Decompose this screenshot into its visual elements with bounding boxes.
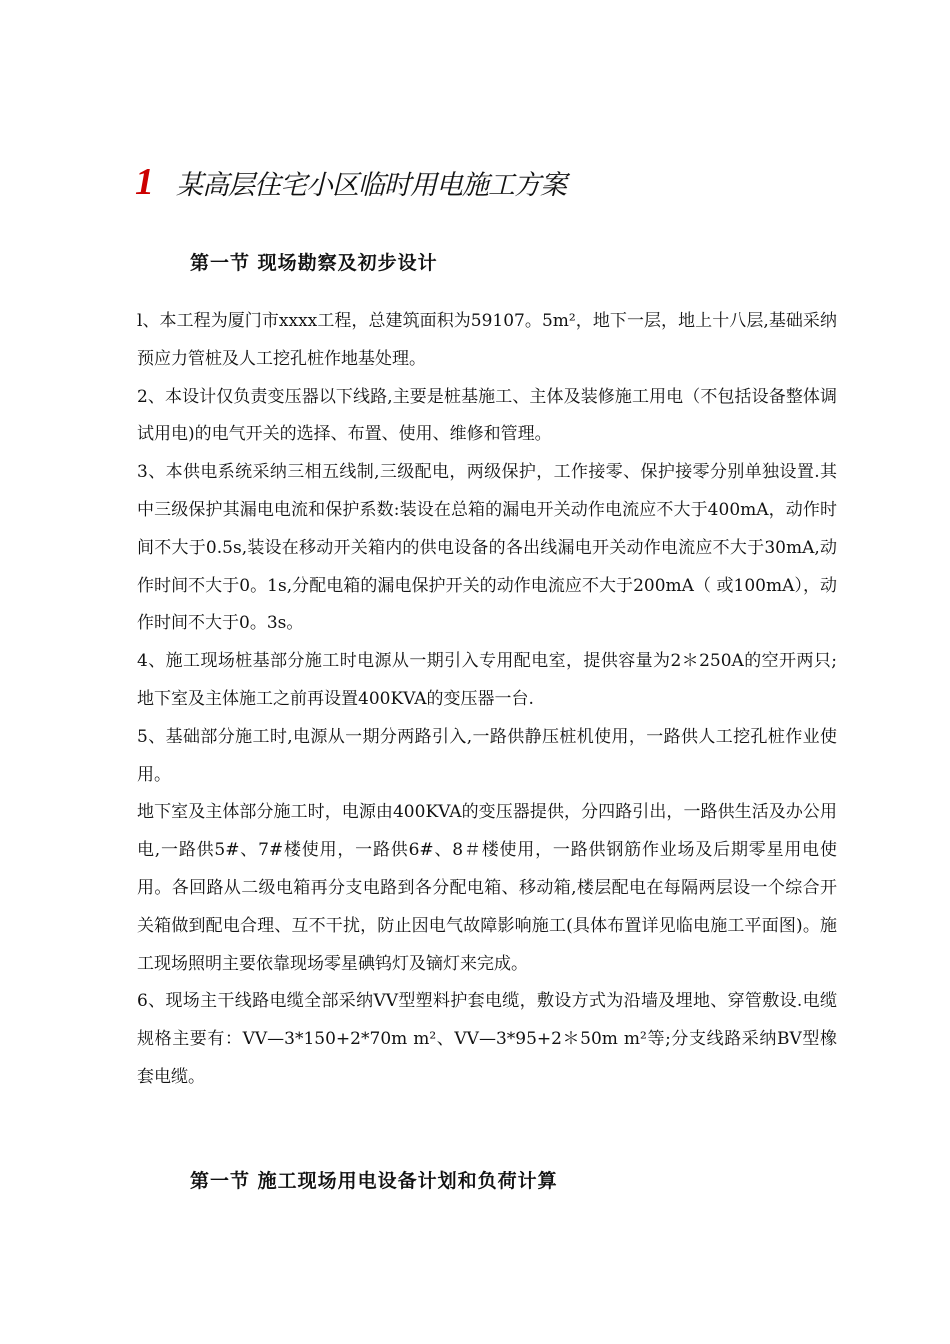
body-text [137, 303, 837, 1097]
title-text: 某高层住宅小区临时用电施工方案 [176, 169, 566, 201]
paragraph-6: 地下室及主体部分施工时，电源由400KVA的变压器提供，分四路引出，一路供生活及办公用电,一路供5#、7#楼使用，一路供6#、8＃楼使用，一路供钢筋作业场及后期零星用电使用。各回路从二级电箱再分支电路到各分配电箱、移动箱,楼层配电在每隔两层设一个综合开关箱做到配电合理、互不干扰，防止因电气故障影响施工(具体布置详见临电施工平面图)。施工现场照明主要依靠现场零星碘钨灯及镝灯来完成。 [137, 802, 837, 974]
title-number: 1 [135, 161, 154, 203]
paragraph-2: 2、本设计仅负责变压器以下线路,主要是桩基施工、主体及装修施工用电（不包括设备整体调试用电)的电气开关的选择、布置、使用、维修和管理。 [137, 386, 837, 445]
section-heading-1: 第一节 现场勘察及初步设计 [190, 252, 438, 274]
paragraph-7: 6、现场主干线路电缆全部采纳VV型塑料护套电缆，敷设方式为沿墙及埋地、穿管敷设.电缆规格主要有：VV—3*150+2*70m m²、VV—3*95+2＊50m m²等;分支线路采纳BV型橡套电缆。 [137, 991, 837, 1087]
paragraph-3: 3、本供电系统采纳三相五线制,三级配电，两级保护，工作接零、保护接零分别单独设置.其中三级保护其漏电电流和保护系数:装设在总箱的漏电开关动作电流应不大于400mA，动作时间不大于0.5s,装设在移动开关箱内的供电设备的各出线漏电开关动作电流应不大于30mA,动作时间不大于0。1s,分配电箱的漏电保护开关的动作电流应不大于200mA（ 或100mA），动作时间不大于0。3s。 [137, 462, 837, 634]
paragraph-1: l、本工程为厦门市xxxx工程，总建筑面积为59107。5m²，地下一层，地上十八层,基础采纳预应力管桩及人工挖孔桩作地基处理。 [137, 311, 837, 369]
section-heading-2: 第一节 施工现场用电设备计划和负荷计算 [190, 1170, 558, 1192]
paragraph-4: 4、施工现场桩基部分施工时电源从一期引入专用配电室，提供容量为2＊250A的空开两只;地下室及主体施工之前再设置400KVA的变压器一台. [137, 651, 837, 709]
document-title [135, 160, 835, 208]
paragraph-5: 5、基础部分施工时,电源从一期分两路引入,一路供静压桩机使用，一路供人工挖孔桩作业使用。 [137, 726, 837, 785]
